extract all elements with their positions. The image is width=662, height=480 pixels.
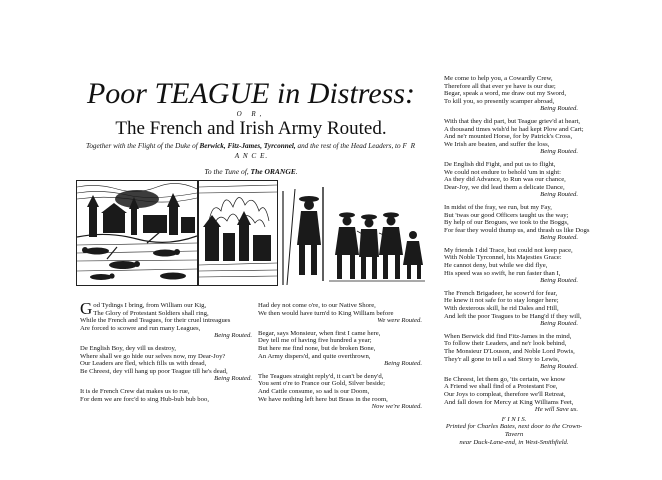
woodcut-burning-city <box>198 180 278 286</box>
burning-city-image <box>199 181 277 285</box>
stanza: Be Chreest, let them go, 'tis certain, we know A Friend we shall find of a Protestant Foe, Our Joys to compleat, therefore we'll Retreat, And fall down for Mercy at King Williams Feet, He will Save us. <box>444 375 578 414</box>
stanza: Begar, says Monsieur, when first I came here, Dey tell me of having five hundred a year; But here me find none, but de broken Bone, An Army dispers'd, and quite overthrown, Being Routed. <box>258 329 422 368</box>
battle-scene-image <box>77 181 197 285</box>
title-or: O R, <box>236 110 266 118</box>
tune-line: To the Tune of, The ORANGE. <box>204 167 298 176</box>
woodcut-marching-figures <box>278 180 428 286</box>
stanza: It is de French Crew dat makes us to rue, For dem we are forc'd to sing Hub-bub bub boo, <box>80 387 209 403</box>
finis: F I N I S. <box>501 415 527 423</box>
stanza: My friends I did Trace, but could not keep pace, With Noble Tyrconnel, his Majesties Grace: He cannot deny, but while we did flye, His speed was so swift, he run faster than I, Being Routed. <box>444 246 578 285</box>
stanza: With that they did part, but Teague griev'd at heart, A thousand times wish'd he had kept Plow and Cart; And ne'r mounted Horse, for by Patrick's Cross, We Irish are beaten, and suffer the loss, Being Routed. <box>444 117 584 156</box>
verse-column-3 <box>444 75 590 446</box>
verse-column-1 <box>80 299 258 408</box>
stanza: Me come to help you, a Cowardly Crew, Therefore all that ever ye have is our due; Begar, speak a word, me draw out my Sword, To kill you, so presently scamper abroad, Being Routed. <box>444 75 578 113</box>
stanza: De English Boy, dey vill us destroy, Where shall we go hide our selves now, my Dear-Joy? Our Leaders are fled, which fills us with dread, Be Chreest, dey vill hang up poor Teague till he's dead, Being Routed. <box>80 344 252 383</box>
ballad-title: Poor TEAGUE in Distress: <box>86 77 416 110</box>
marching-figures-image <box>279 181 427 285</box>
imprint-line: near Duck-Lane-end, in West-Smithfield. <box>459 438 569 446</box>
stanza: De English did Fight, and put us to flight, We could not endure to behold 'um in sight: As they did Advance, to Run was our chance, Dear-Joy, we did lead them a delicate Dance, Being Routed. <box>444 160 578 199</box>
stanza: The Teagues straight reply'd, it can't be deny'd, You sent o're to France our Gold, Silver beside; And Cattle consume, so sad is our Doom, We have nothing left here but Brass in the room, Now we're Routed. <box>258 372 422 411</box>
stanza: When Berwick did find Fitz-James in the mind, To follow their Leaders, and ne'r look behind, The Monsieur D'Louson, and Noble Lord Powis, They'r all gone to tell a sad Story to Lewis, Being Routed. <box>444 332 578 371</box>
woodcut-battle-scene <box>76 180 198 286</box>
stanza: Had dey not come o're, to our Native Shore, We then would have turn'd to King William before We were Routed. <box>258 302 422 325</box>
woodcut-illustrations <box>76 180 426 284</box>
stanza: G od Tydings I bring, from William our Kig, The Glory of Protestant Soldiers shall ring, While the French and Teagues, for their cruel intreagues Are forced to scowre and run many Leagues, Being Routed. <box>80 299 252 340</box>
imprint-line: Printed for Charles Bates, next door to the Crown-Tavern <box>445 423 583 438</box>
ballad-description: Together with the Flight of the Duke of Berwick, Fitz-James, Tyrconnel, and the rest of the Head Leaders, to F R A N C E. <box>85 142 417 160</box>
ballad-subtitle-main: The French and Irish Army Routed. <box>115 118 387 139</box>
stanza: The French Brigadeer, he scowr'd for fear, He knew it not safe for to stay longer here; With dexterous skill, he rid Dales and Hill, And left the poor Teagues to be Hang'd if they will, Being Routed. <box>444 289 582 328</box>
verse-column-2 <box>258 302 428 416</box>
stanza: In midst of the fray, we run, but my Fay, But 'twas our good Officers taught us the way; By help of our Brogues, we took to the Boggs, For fear they would thump us, and thrash us like Dogs Being Routed. <box>444 203 590 242</box>
